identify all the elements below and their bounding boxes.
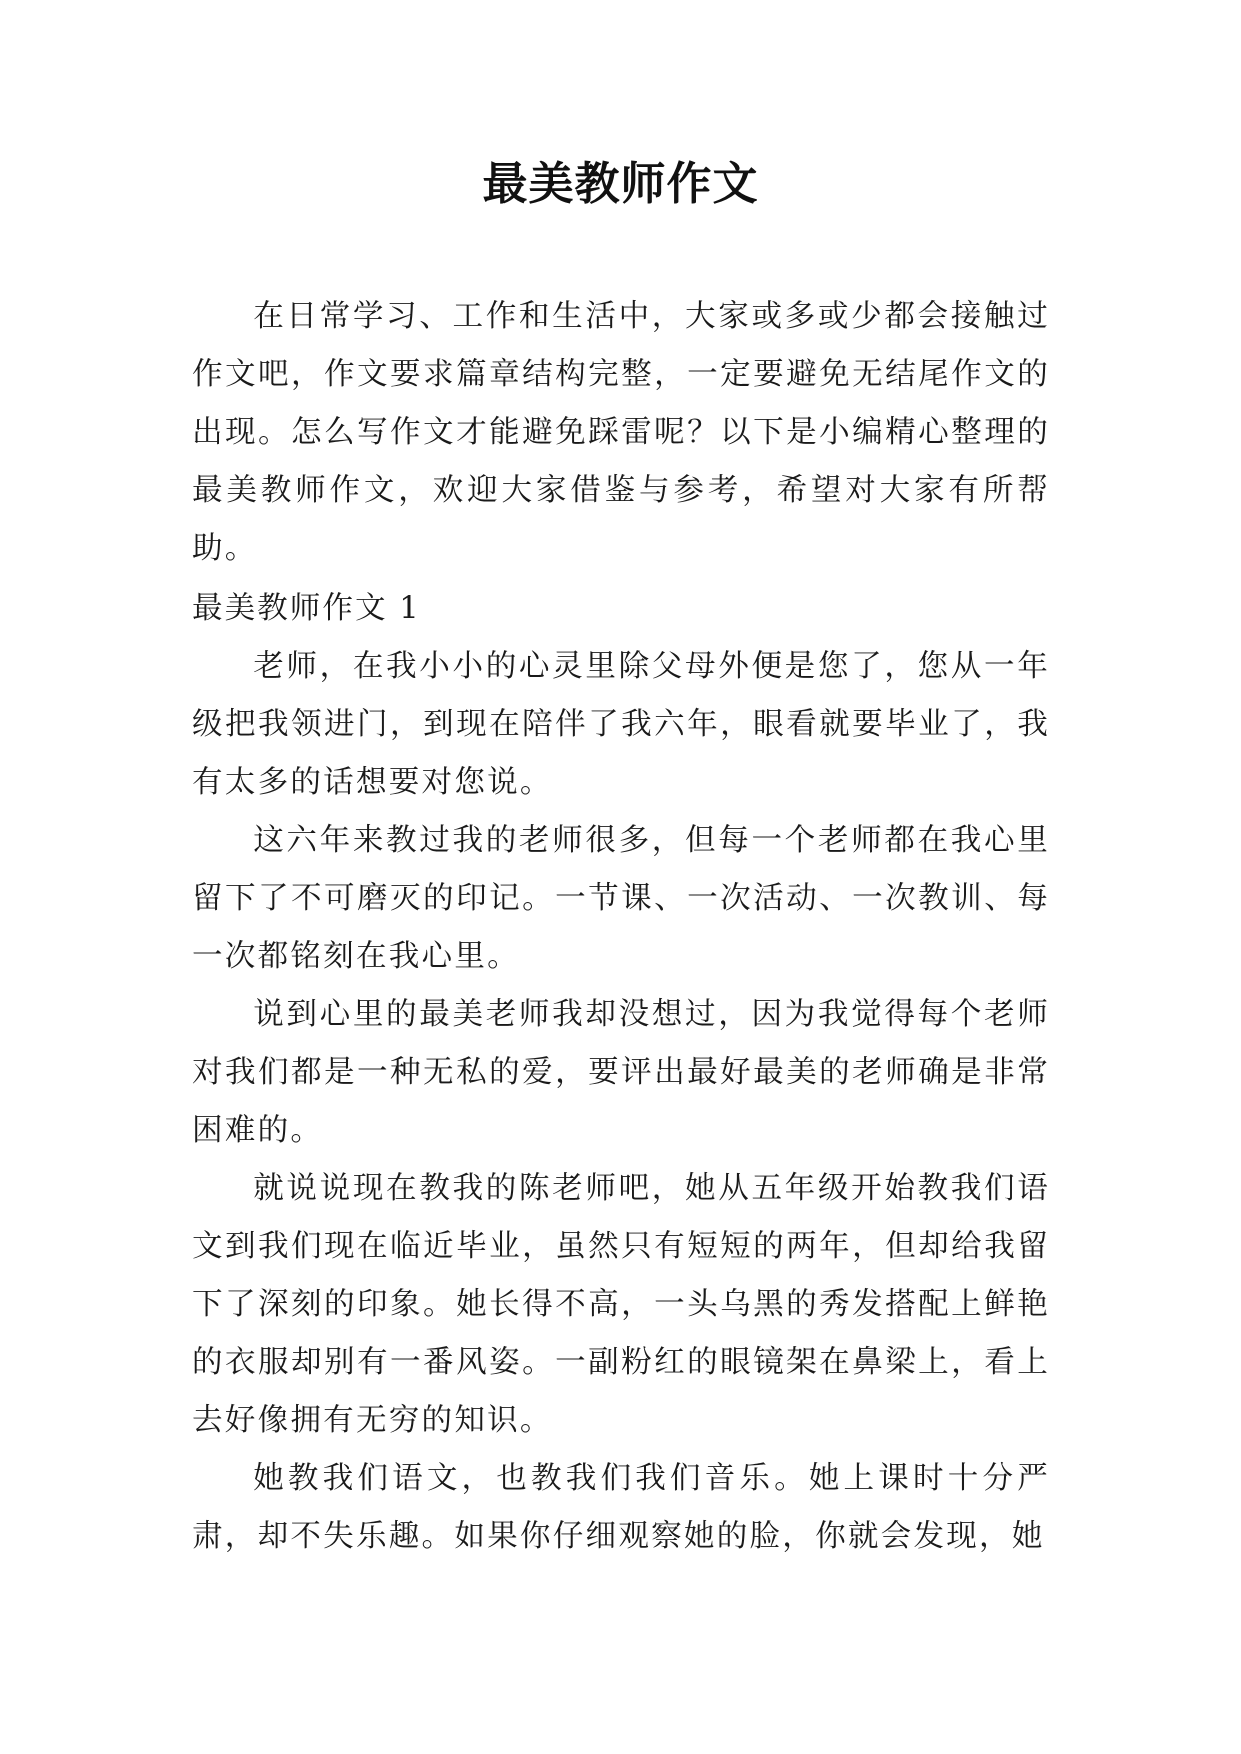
essay-paragraph-3: 说到心里的最美老师我却没想过，因为我觉得每个老师对我们都是一种无私的爱，要评出最好最美的老师确是非常困难的。 <box>192 997 1050 1148</box>
essay-paragraph-2: 这六年来教过我的老师很多，但每一个老师都在我心里留下了不可磨灭的印记。一节课、一次活动、一次教训、每一次都铭刻在我心里。 <box>192 823 1050 974</box>
essay-paragraph-5: 她教我们语文，也教我们我们音乐。她上课时十分严肃，却不失乐趣。如果你仔细观察她的脸，你就会发现，她 <box>192 1461 1050 1554</box>
essay-paragraph-4: 就说说现在教我的陈老师吧，她从五年级开始教我们语文到我们现在临近毕业，虽然只有短短的两年，但却给我留下了深刻的印象。她长得不高，一头乌黑的秀发搭配上鲜艳的衣服却别有一番风姿。一副粉红的眼镜架在鼻梁上，看上去好像拥有无穷的知识。 <box>192 1171 1050 1438</box>
section-heading: 最美教师作文 1 <box>192 591 421 626</box>
intro-block <box>192 288 1050 578</box>
intro-paragraph: 在日常学习、工作和生活中，大家或多或少都会接触过作文吧，作文要求篇章结构完整，一定要避免无结尾作文的出现。怎么写作文才能避免踩雷呢？以下是小编精心整理的最美教师作文，欢迎大家借鉴与参考，希望对大家有所帮助。 <box>192 299 1050 566</box>
essay-paragraph-1: 老师，在我小小的心灵里除父母外便是您了，您从一年级把我领进门，到现在陪伴了我六年，眼看就要毕业了，我有太多的话想要对您说。 <box>192 649 1050 800</box>
document-title: 最美教师作文 <box>482 157 759 210</box>
essay-body <box>192 638 1050 1566</box>
